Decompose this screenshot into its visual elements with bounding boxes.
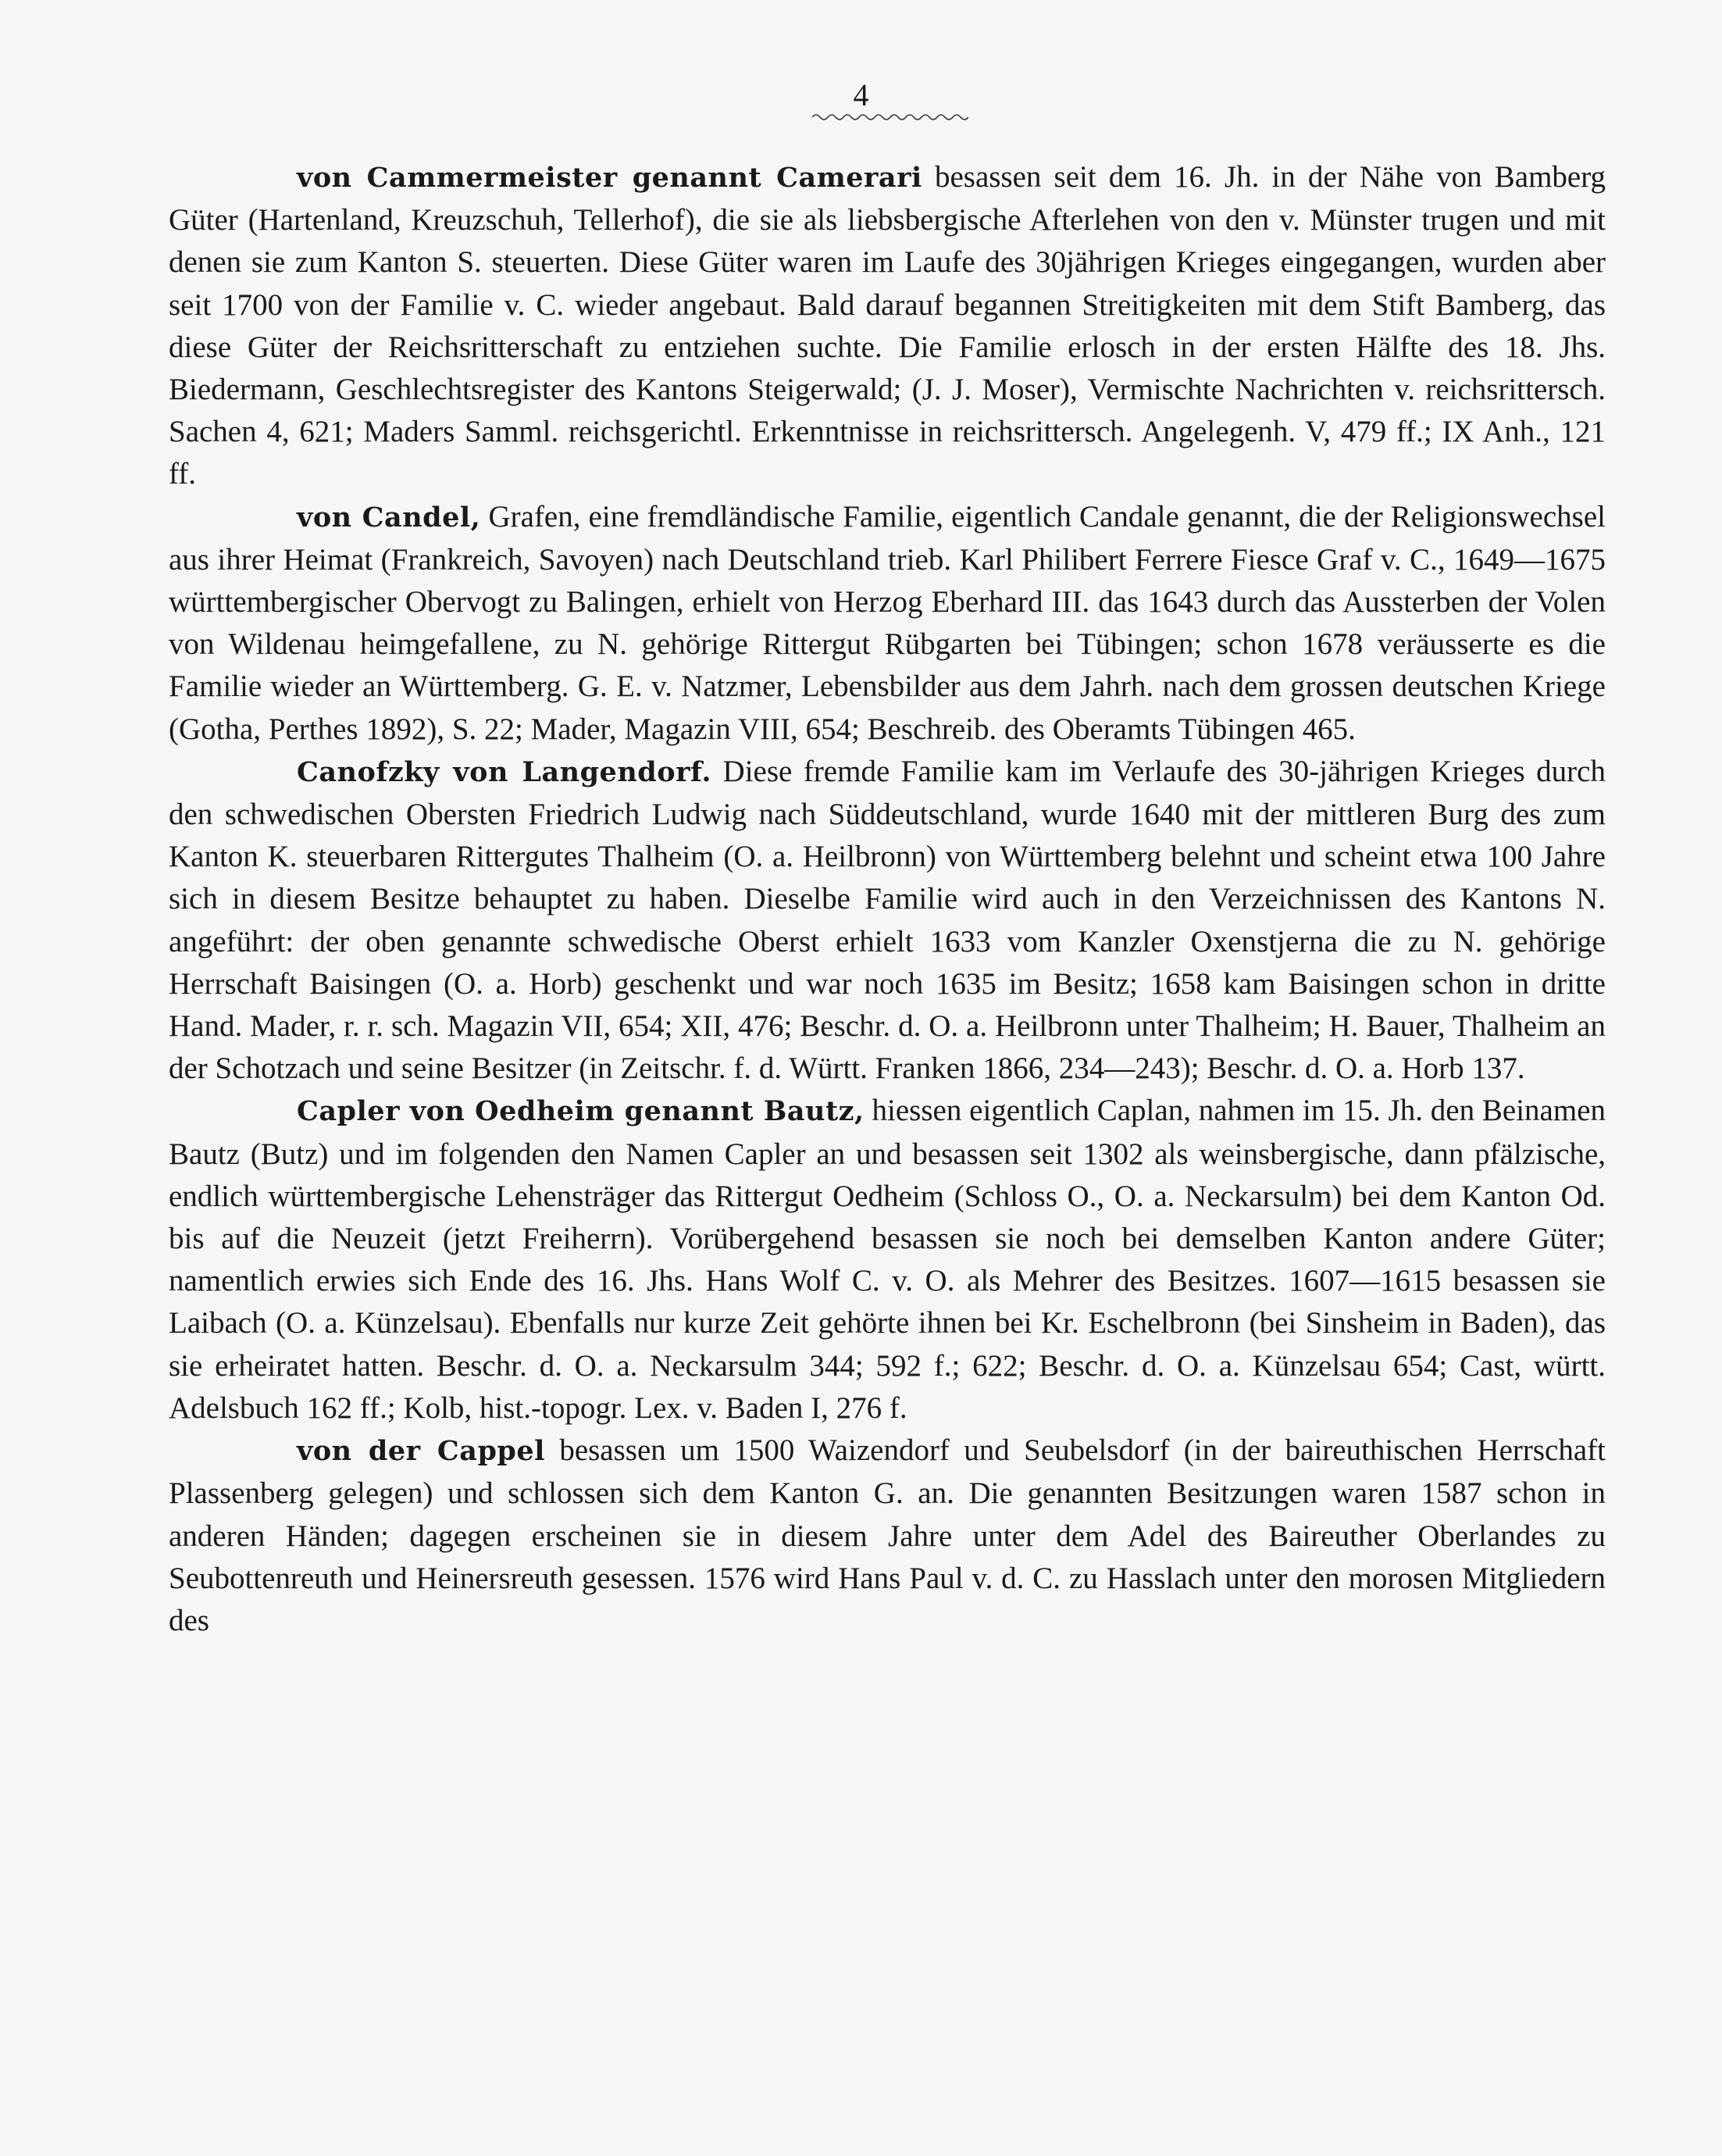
page-number: 4	[853, 77, 869, 112]
entry-heading: von Candel,	[297, 501, 481, 534]
entry-cappel	[169, 1430, 1606, 1642]
entry-heading: von Cammermeister genannt Camerari	[297, 162, 922, 194]
entry-text: Diese fremde Familie kam im Verlaufe des 30-jährigen Krieges durch den schwedischen Obersten Friedrich Ludwig nach Süddeutschland, wurde 1640 mit der mittleren Burg des zum Kanton K. steuerbaren Rittergutes Thalheim (O. a. Heilbronn) von Württemberg belehnt und scheint etwa 100 Jahre sich in diesem Besitze behauptet zu haben. Dieselbe Familie wird auch in den Verzeichnissen des Kantons N. angeführt: der oben genannte schwedische Oberst erhielt 1633 vom Kanzler Oxenstjerna die zu N. gehörige Herrschaft Baisingen (O. a. Horb) geschenkt und war noch 1635 im Besitz; 1658 kam Baisingen schon in dritte Hand. Mader, r. r. sch. Magazin VII, 654; XII, 476; Beschr. d. O. a. Heilbronn unter Thalheim; H. Bauer, Thalheim an der Schotzach und seine Besitzer (in Zeitschr. f. d. Württ. Franken 1866, 234—243); Beschr. d. O. a. Horb 137.	[169, 754, 1606, 1086]
entry-candel	[169, 496, 1606, 751]
document-body	[169, 156, 1606, 1642]
entry-heading: Capler von Oedheim genannt Bautz,	[297, 1095, 865, 1128]
entry-canofzky	[169, 751, 1606, 1090]
entry-capler	[169, 1090, 1606, 1430]
entry-cammermeister	[169, 156, 1606, 496]
entry-text: hiessen eigentlich Caplan, nahmen im 15. Jh. den Beinamen Bautz (Butz) und im folgenden den Namen Capler an und besassen seit 1302 als weinsbergische, dann pfälzische, endlich württembergische Lehensträger das Rittergut Oedheim (Schloss O., O. a. Neckarsulm) bei dem Kanton Od. bis auf die Neuzeit (jetzt Freiherrn). Vorübergehend besassen sie noch bei demselben Kanton andere Güter; namentlich erwies sich Ende des 16. Jhs. Hans Wolf C. v. O. als Mehrer des Besitzes. 1607—1615 besassen sie Laibach (O. a. Künzelsau). Ebenfalls nur kurze Zeit gehörte ihnen bei Kr. Eschelbronn (bei Sinsheim in Baden), das sie erheiratet hatten. Beschr. d. O. a. Neckarsulm 344; 592 f.; 622; Beschr. d. O. a. Künzelsau 654; Cast, württ. Adelsbuch 162 ff.; Kolb, hist.-topogr. Lex. v. Baden I, 276 f.	[169, 1094, 1606, 1425]
wavy-rule-ornament	[812, 111, 968, 123]
entry-heading: von der Cappel	[297, 1435, 545, 1468]
entry-text: Grafen, eine fremdländische Familie, eigentlich Candale genannt, die der Religionswechsel aus ihrer Heimat (Frankreich, Savoyen) nach Deutschland trieb. Karl Philibert Ferrere Fiesce Graf v. C., 1649—1675 württembergischer Obervogt zu Balingen, erhielt von Herzog Eberhard III. das 1643 durch das Aussterben der Volen von Wildenau heimgefallene, zu N. gehörige Rittergut Rübgarten bei Tübingen; schon 1678 veräusserte es die Familie wieder an Württemberg. G. E. v. Natzmer, Lebensbilder aus dem Jahrh. nach dem grossen deutschen Kriege (Gotha, Perthes 1892), S. 22; Mader, Magazin VIII, 654; Beschreib. des Oberamts Tübingen 465.	[169, 499, 1606, 746]
entry-text: besassen seit dem 16. Jh. in der Nähe von Bamberg Güter (Hartenland, Kreuzschuh, Tellerhof), die sie als liebsbergische Afterlehen von den v. Münster trugen und mit denen sie zum Kanton S. steuerten. Diese Güter waren im Laufe des 30jährigen Krieges eingegangen, wurden aber seit 1700 von der Familie v. C. wieder angebaut. Bald darauf begannen Streitigkeiten mit dem Stift Bamberg, das diese Güter der Reichsritterschaft zu entziehen suchte. Die Familie erlosch in der ersten Hälfte des 18. Jhs. Biedermann, Geschlechtsregister des Kantons Steigerwald; (J. J. Moser), Vermischte Nachrichten v. reichsrittersch. Sachen 4, 621; Maders Samml. reichsgerichtl. Erkenntnisse in reichsrittersch. Angelegenh. V, 479 ff.; IX Anh., 121 ff.	[169, 160, 1606, 491]
entry-heading: Canofzky von Langendorf.	[297, 755, 712, 788]
entry-text: besassen um 1500 Waizendorf und Seubelsdorf (in der baireuthischen Herrschaft Plassenberg gelegen) und schlossen sich dem Kanton G. an. Die genannten Besitzungen waren 1587 schon in anderen Händen; dagegen erscheinen sie in diesem Jahre unter dem Adel des Baireuther Oberlandes zu Seubottenreuth und Heinersreuth gesessen. 1576 wird Hans Paul v. d. C. zu Hasslach unter den morosen Mitgliedern des	[169, 1433, 1606, 1637]
